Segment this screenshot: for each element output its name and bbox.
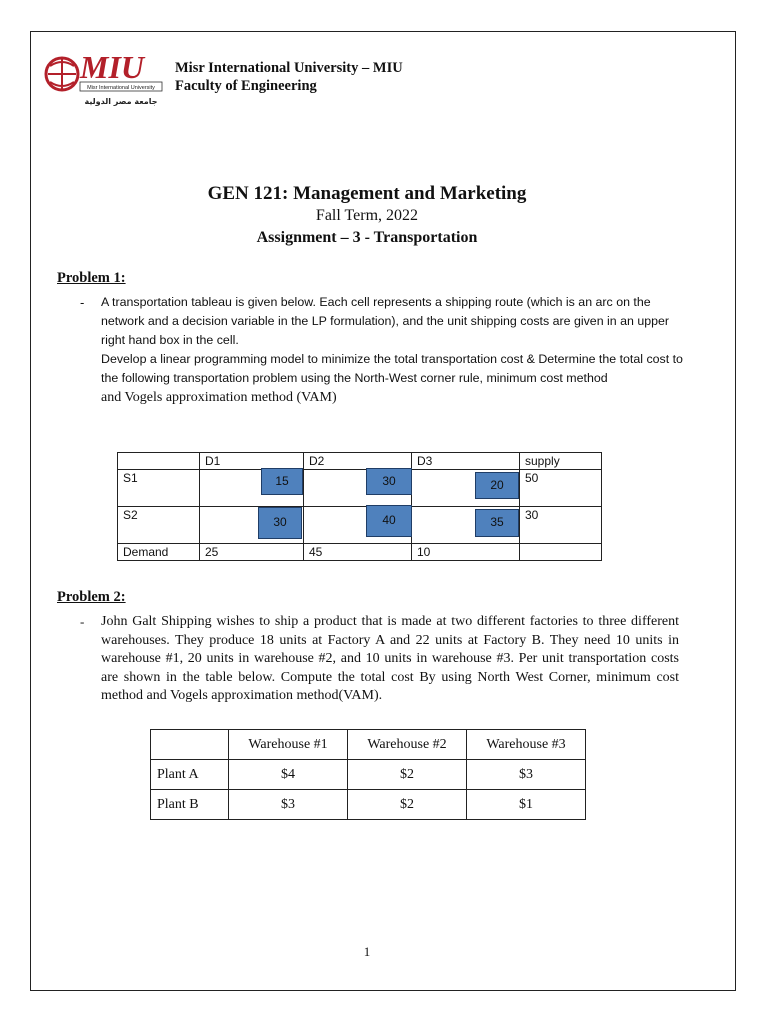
cost-table-corner	[151, 730, 229, 760]
course-title: GEN 121: Management and Marketing	[207, 183, 527, 204]
tableau-header-row	[118, 453, 602, 470]
cost-table-cell: $1	[467, 790, 586, 820]
university-logo	[44, 44, 168, 116]
cost-table-cell: $3	[229, 790, 348, 820]
cost-table	[150, 729, 586, 820]
tableau-row-label: S2	[118, 507, 200, 544]
tableau-demand-value: 10	[412, 544, 520, 561]
cost-table-cell: $2	[348, 760, 467, 790]
tableau-cell	[412, 507, 520, 544]
tableau-cell	[200, 507, 304, 544]
cost-box: 15	[261, 468, 303, 495]
tableau-demand-value	[520, 544, 602, 561]
problem-1-heading: Problem 1:	[57, 270, 126, 286]
problem-1-bullet: -	[80, 295, 85, 310]
tableau-cell	[304, 507, 412, 544]
tableau-demand-value: 25	[200, 544, 304, 561]
cost-table-row-label: Plant B	[151, 790, 229, 820]
cost-table-cell: $4	[229, 760, 348, 790]
tableau-cell	[304, 470, 412, 507]
tableau-row-label: S1	[118, 470, 200, 507]
page-number: 1	[363, 944, 371, 959]
tableau-col-header: D1	[200, 453, 304, 470]
cost-box: 30	[366, 468, 412, 495]
cost-box: 35	[475, 509, 519, 537]
cost-table-row	[151, 760, 586, 790]
faculty-title: Faculty of Engineering	[175, 78, 317, 94]
cost-table-cell: $2	[348, 790, 467, 820]
university-name	[175, 59, 403, 95]
cost-table-header-row	[151, 730, 586, 760]
tableau-row	[118, 470, 602, 507]
logo-wordmark: MIU	[80, 49, 145, 85]
tableau-demand-row	[118, 544, 602, 561]
cost-table-cell: $3	[467, 760, 586, 790]
problem-2-heading: Problem 2:	[57, 589, 126, 605]
cost-table-col-header: Warehouse #1	[229, 730, 348, 760]
tableau-supply: 30	[520, 507, 602, 544]
tableau-cell	[412, 470, 520, 507]
tableau-demand-value: 45	[304, 544, 412, 561]
cost-box: 20	[475, 472, 519, 499]
cost-table-row-label: Plant A	[151, 760, 229, 790]
tableau-supply: 50	[520, 470, 602, 507]
cost-table-col-header: Warehouse #2	[348, 730, 467, 760]
term-title: Fall Term, 2022	[315, 207, 419, 224]
problem-1-text-main: A transportation tableau is given below. Each cell represents a shipping route (which is an arc on the network and a decision variable in the LP formulation), and the unit shipping costs are given in an upper right hand box in the cell.	[101, 295, 670, 347]
problem-2-text: John Galt Shipping wishes to ship a product that is made at two different factories to three different warehouses. They produce 18 units at Factory A and 22 units at Factory B. They need 10 units in warehouse #1, 20 units in warehouse #2, and 10 units in warehouse #3. Per unit transportation costs are shown in the table below. Compute the total cost By using North West Corner, minimum cost method and Vogels approximation method(VAM).	[101, 614, 679, 704]
tableau-cell	[200, 470, 304, 507]
cost-box: 30	[258, 507, 302, 539]
assignment-title: Assignment – 3 - Transportation	[256, 229, 478, 246]
tableau-col-header: D3	[412, 453, 520, 470]
problem-1-text-develop: Develop a linear programming model to minimize the total transportation cost & Determine the total cost to the following transportation problem using the North-West corner rule, minimum cost method	[101, 352, 683, 385]
problem-2-bullet: -	[80, 614, 85, 629]
university-title: Misr International University – MIU	[175, 60, 403, 76]
problem-1-text	[101, 293, 691, 407]
tableau-corner	[118, 453, 200, 470]
logo-subtext: Misr International University	[87, 85, 155, 91]
cost-table-col-header: Warehouse #3	[467, 730, 586, 760]
tableau-row	[118, 507, 602, 544]
cost-box: 40	[366, 505, 412, 537]
cost-table-row	[151, 790, 586, 820]
tableau-col-header: D2	[304, 453, 412, 470]
tableau-col-header: supply	[520, 453, 602, 470]
transportation-tableau	[117, 452, 602, 561]
problem-1-text-vam: and Vogels approximation method (VAM)	[101, 390, 337, 405]
logo-arabic: جامعة مصر الدولية	[84, 97, 158, 106]
tableau-demand-label: Demand	[118, 544, 200, 561]
